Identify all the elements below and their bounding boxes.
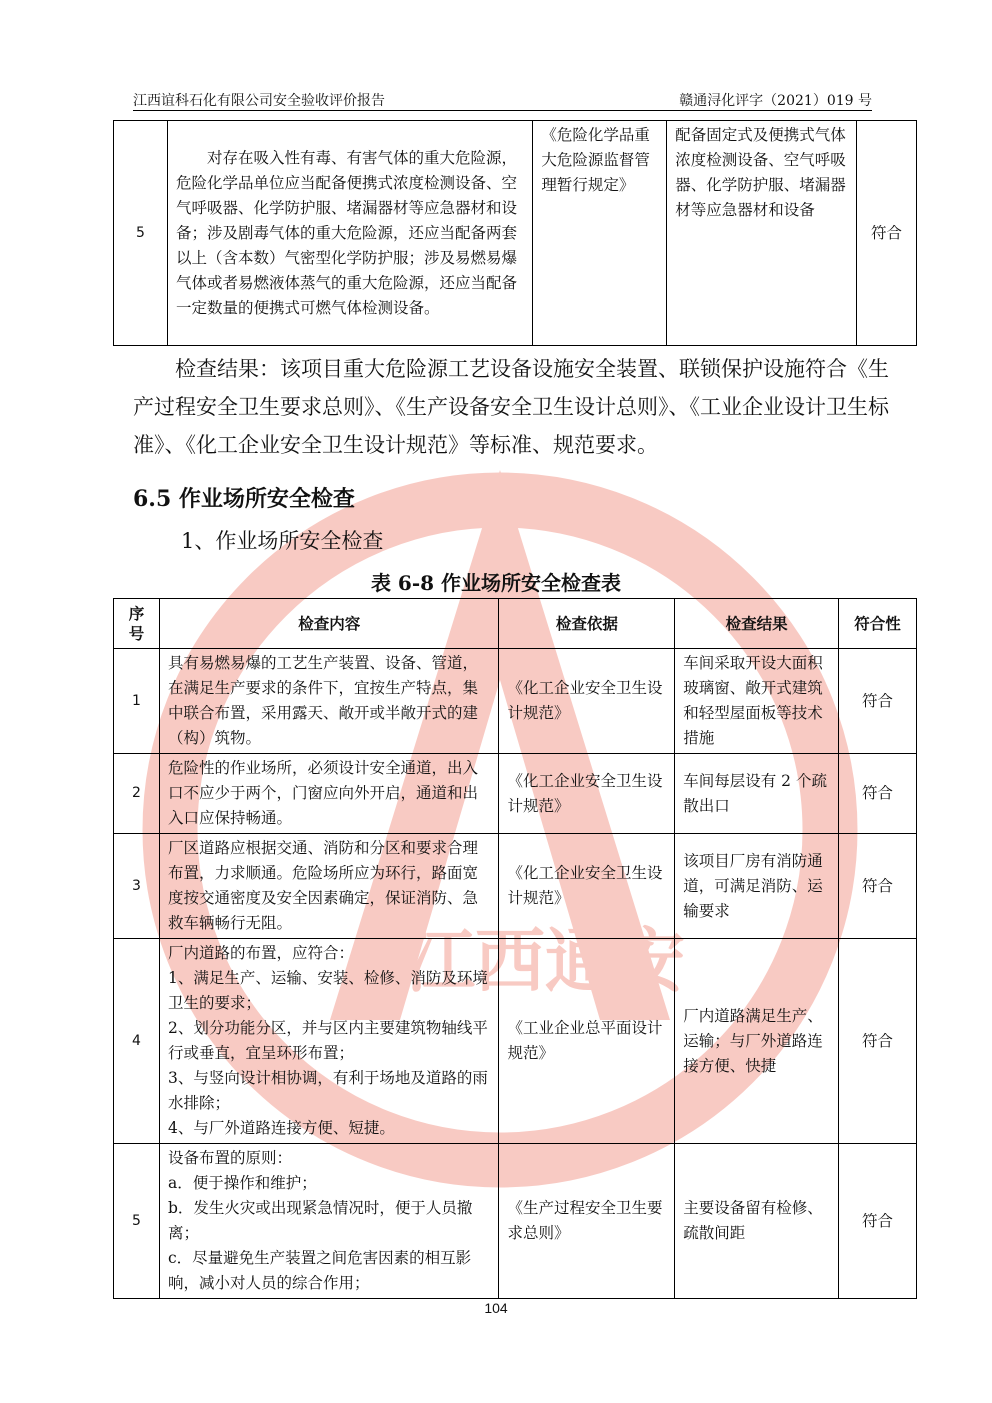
row-number: 5 — [114, 1144, 160, 1299]
check-content: 厂区道路应根据交通、消防和分区和要求合理布置，力求顺通。危险场所应为环行，路面宽度按交通密度及安全因素确定，保证消防、急救车辆畅行无阻。 — [159, 834, 499, 939]
check-content: 设备布置的原则： a．便于操作和维护； b．发生火灾或出现紧急情况时，便于人员撤离； c．尽量避免生产装置之间危害因素的相互影响，减小对人员的综合作用； — [159, 1144, 499, 1299]
row-number: 4 — [114, 939, 160, 1144]
section-title: 6.5 作业场所安全检查 — [133, 486, 355, 512]
row-number: 1 — [114, 649, 160, 754]
row-number: 5 — [114, 121, 168, 346]
check-basis: 《化工企业安全卫生设计规范》 — [499, 754, 675, 834]
table-row — [114, 754, 917, 834]
workplace-check-table — [113, 598, 917, 1299]
table-row — [114, 939, 917, 1144]
check-basis: 《工业企业总平面设计规范》 — [499, 939, 675, 1144]
header-no: 序号 — [114, 599, 160, 649]
check-basis: 《化工企业安全卫生设计规范》 — [499, 649, 675, 754]
conformity: 符合 — [839, 754, 917, 834]
check-result: 车间每层设有 2 个疏散出口 — [675, 754, 839, 834]
row-number: 2 — [114, 754, 160, 834]
row-number: 3 — [114, 834, 160, 939]
header-result: 检查结果 — [675, 599, 839, 649]
page-header — [133, 88, 872, 111]
table-row — [114, 1144, 917, 1299]
header-basis: 检查依据 — [499, 599, 675, 649]
check-result: 配备固定式及便携式气体浓度检测设备、空气呼吸器、化学防护服、堵漏器材等应急器材和设备 — [667, 121, 857, 346]
header-conformity: 符合性 — [839, 599, 917, 649]
table-header-row — [114, 599, 917, 649]
header-report-number: 赣通浔化评字（2021）019 号 — [679, 93, 872, 109]
conformity: 符合 — [839, 834, 917, 939]
check-basis: 《化工企业安全卫生设计规范》 — [499, 834, 675, 939]
check-result: 车间采取开设大面积玻璃窗、敞开式建筑和轻型屋面板等技术措施 — [675, 649, 839, 754]
top-table — [113, 120, 917, 346]
table-row — [114, 834, 917, 939]
check-content: 具有易燃易爆的工艺生产装置、设备、管道，在满足生产要求的条件下，宜按生产特点，集中联合布置，采用露天、敞开或半敞开式的建（构）筑物。 — [159, 649, 499, 754]
table-caption: 表 6-8 作业场所安全检查表 — [370, 571, 622, 595]
check-result: 该项目厂房有消防通道，可满足消防、运输要求 — [675, 834, 839, 939]
check-result: 厂内道路满足生产、运输；与厂外道路连接方便、快捷 — [675, 939, 839, 1144]
conformity: 符合 — [839, 1144, 917, 1299]
seal-text: 江西通安 — [405, 920, 685, 1002]
table-row — [114, 121, 917, 346]
page-number: 104 — [484, 1300, 508, 1316]
header-content: 检查内容 — [159, 599, 499, 649]
table-row — [114, 649, 917, 754]
conformity: 符合 — [857, 121, 917, 346]
conformity: 符合 — [839, 649, 917, 754]
check-basis: 《危险化学品重大危险源监督管理暂行规定》 — [533, 121, 667, 346]
subsection-title: 1、作业场所安全检查 — [181, 529, 384, 553]
conformity: 符合 — [839, 939, 917, 1144]
check-result: 主要设备留有检修、疏散间距 — [675, 1144, 839, 1299]
check-content: 危险性的作业场所，必须设计安全通道，出入口不应少于两个，门窗应向外开启，通道和出入口应保持畅通。 — [159, 754, 499, 834]
check-basis: 《生产过程安全卫生要求总则》 — [499, 1144, 675, 1299]
conclusion-paragraph: 检查结果：该项目重大危险源工艺设备设施安全装置、联锁保护设施符合《生产过程安全卫生要求总则》、《生产设备安全卫生设计总则》、《工业企业设计卫生标准》、《化工企业安全卫生设计规范》等标准、规范要求。 — [133, 357, 889, 457]
header-company-title: 江西谊科石化有限公司安全验收评价报告 — [133, 93, 385, 109]
check-content: 对存在吸入性有毒、有害气体的重大危险源，危险化学品单位应当配备便携式浓度检测设备、空气呼吸器、化学防护服、堵漏器材等应急器材和设备；涉及剧毒气体的重大危险源，还应当配备两套以上（含本数）气密型化学防护服；涉及易燃易爆气体或者易燃液体蒸气的重大危险源，还应当配备一定数量的便携式可燃气体检测设备。 — [167, 121, 532, 346]
check-content: 厂内道路的布置，应符合： 1、满足生产、运输、安装、检修、消防及环境卫生的要求； 2、划分功能分区，并与区内主要建筑物轴线平行或垂直，宜呈环形布置； 3、与竖向设计相协调，有利于场地及道路的雨水排除； 4、与厂外道路连接方便、短捷。 — [159, 939, 499, 1144]
